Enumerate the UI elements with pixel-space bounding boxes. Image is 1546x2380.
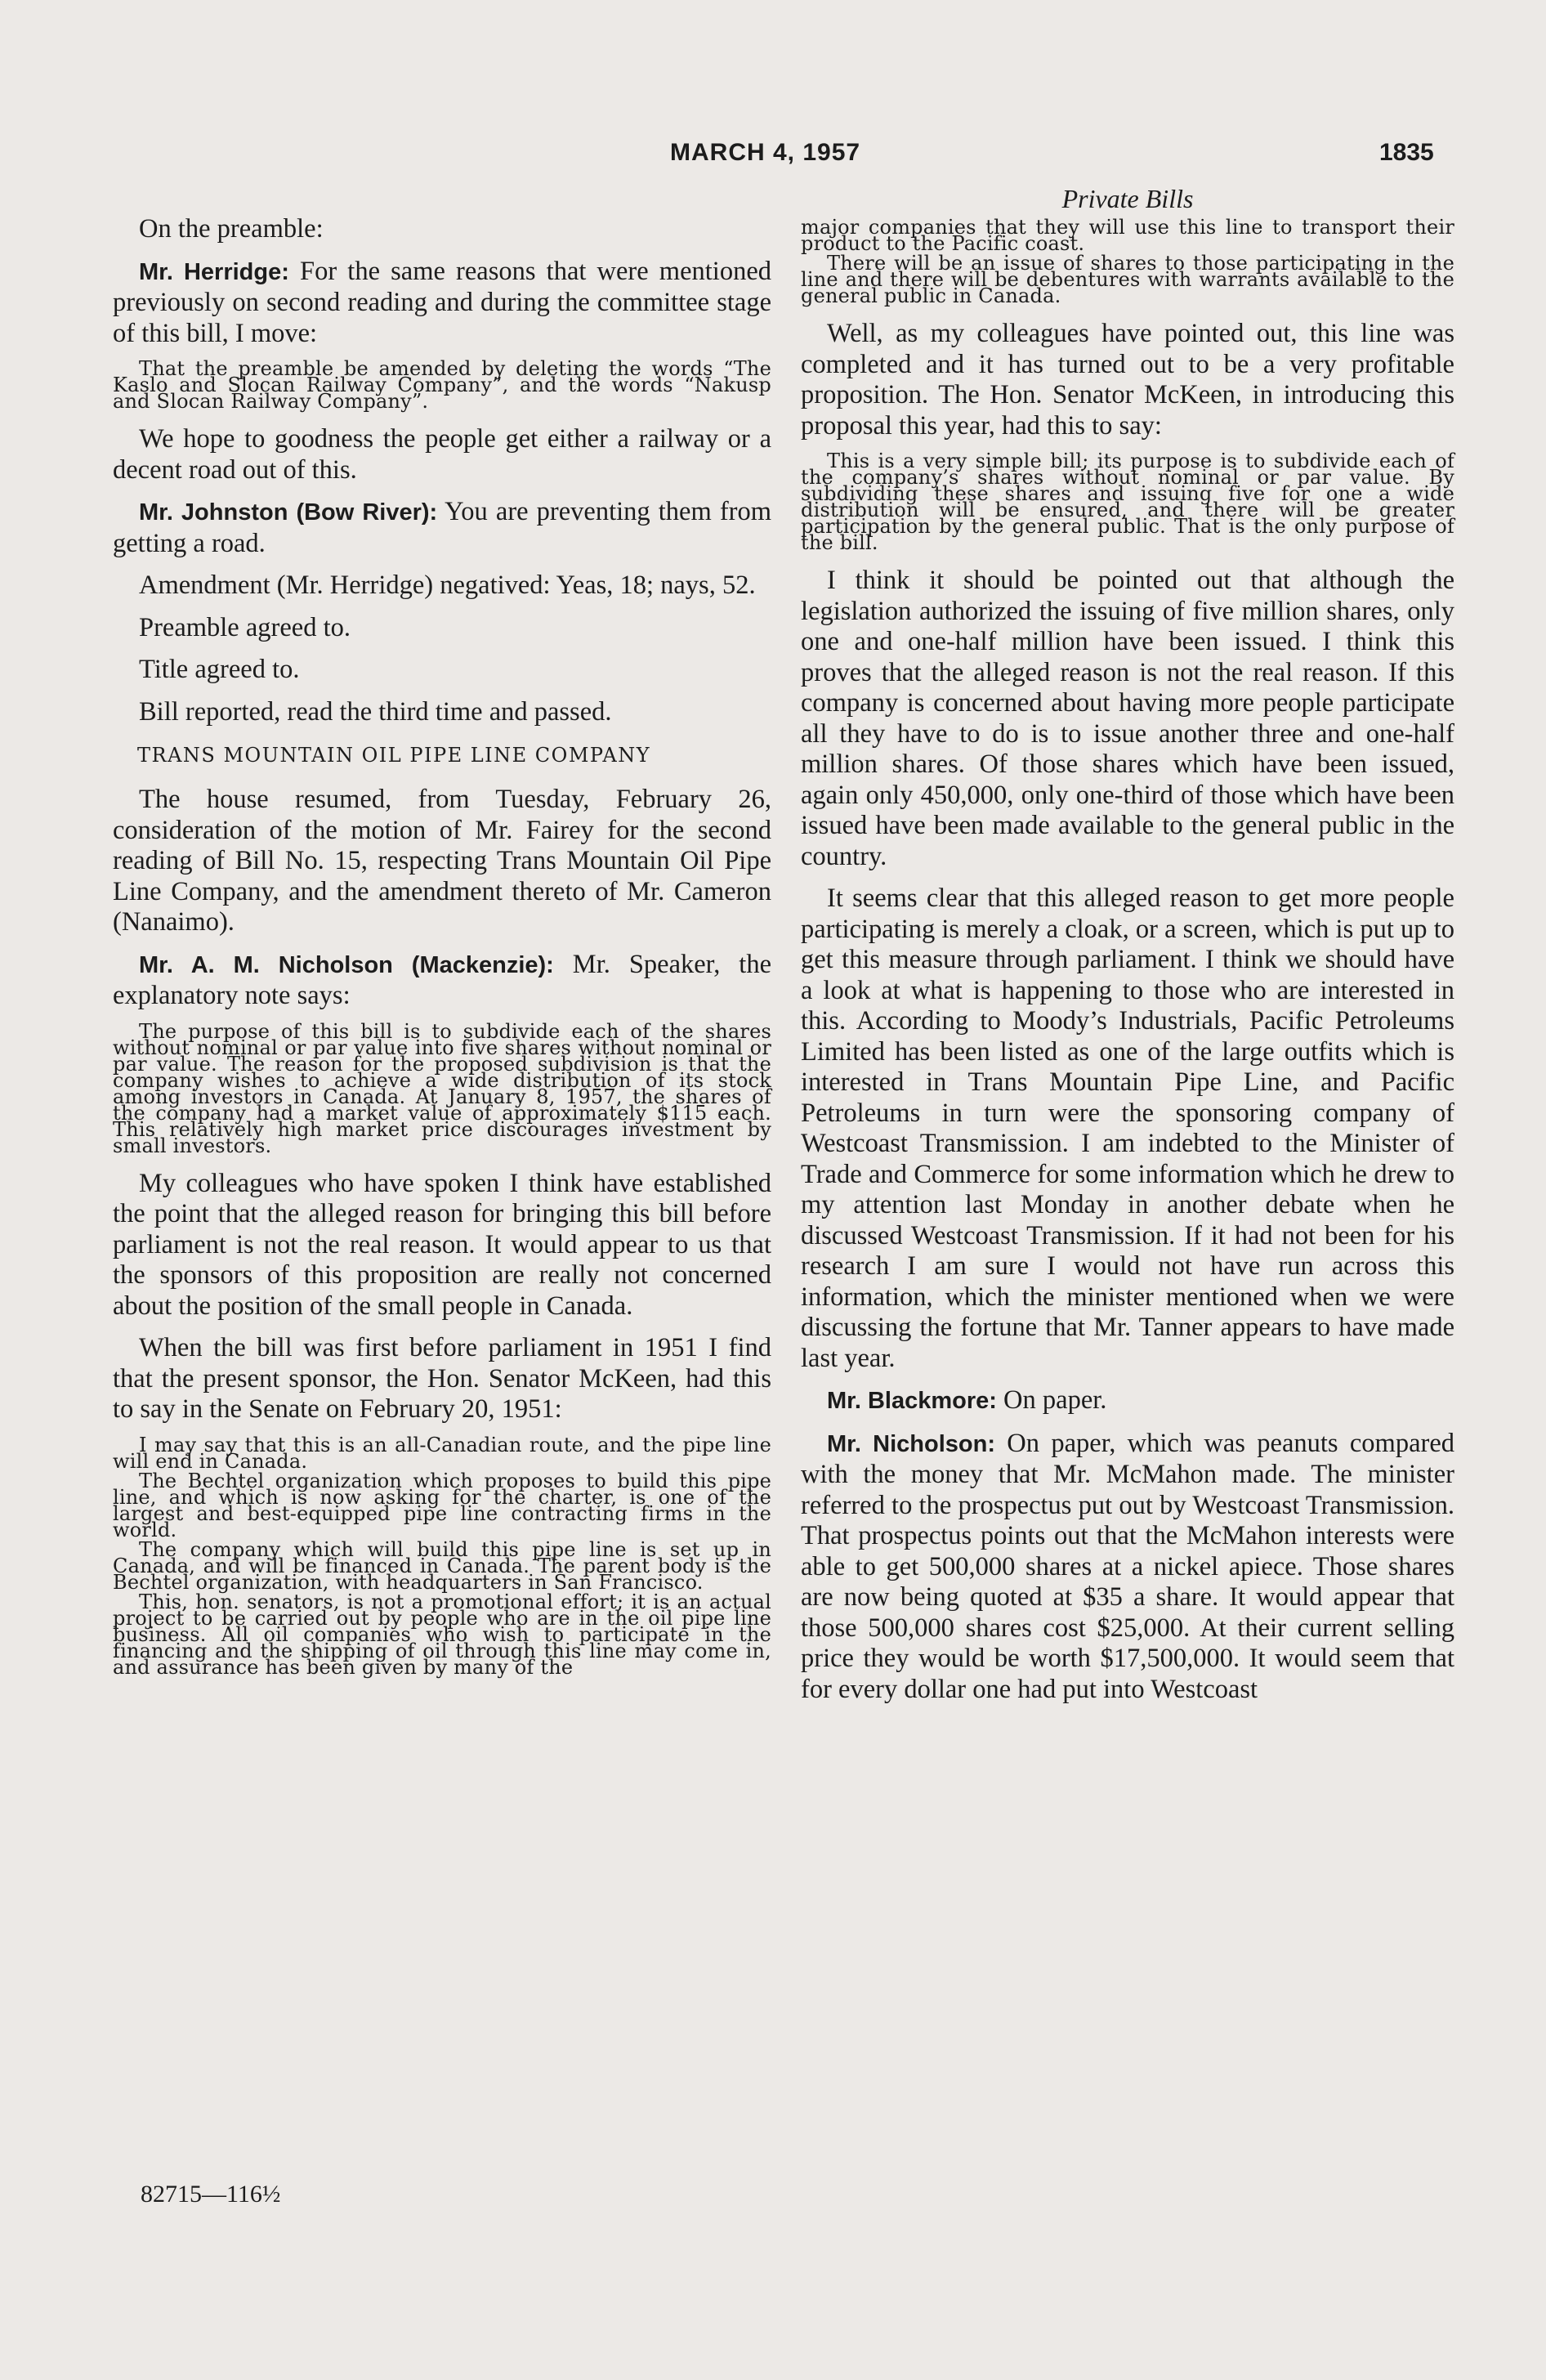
left-column [113, 214, 771, 1690]
paragraph [113, 950, 771, 1012]
paragraph [113, 497, 771, 559]
running-head: Private Bills [1061, 184, 1194, 213]
footnote-code: 82715—116½ [141, 2181, 281, 2208]
paragraph: On the preamble: [139, 214, 324, 244]
quoted-text: major companies that they will use this line to transport their product to the Pacific coast. [801, 216, 1454, 255]
speech-text: You are preventing them from getting a road. [113, 497, 771, 558]
quote-block [801, 216, 1454, 307]
speech-text: On paper, which was peanuts compared with the money that Mr. McMahon made. The minister referred to the prospectus put out by Westcoast Transmission. That prospectus points out that the McMahon interests were able to get 500,000 shares at a nickel apiece. Those shares are now being quoted at $35 a share. It would appear that those 500,000 shares cost $25,000. At their current selling price they would be worth $17,500,000. It would seem that for every dollar one had put into Westcoast [801, 1428, 1454, 1704]
quote-block [113, 1433, 771, 1679]
section-heading: TRANS MOUNTAIN OIL PIPE LINE COMPANY [137, 744, 651, 767]
paragraph: When the bill was first before parliament in 1951 I find that the present sponsor, the Hon. Senator McKeen, had this to say in the Senate on February 20, 1951: [113, 1333, 771, 1424]
quote-block [801, 450, 1454, 554]
speech-text: For the same reasons that were mentioned previously on second reading and during the committee stage of this bill, I move: [113, 256, 771, 348]
speaker-name: Mr. Herridge: [139, 258, 289, 285]
paragraph: My colleagues who have spoken I think have established the point that the alleged reason for bringing this bill before parliament is not the real reason. It would appear to us that the sponsors of this proposition are really not concerned about the position of the small people in Canada. [113, 1168, 771, 1321]
paragraph: It seems clear that this alleged reason to get more people participating is merely a cloak, or a screen, which is put up to get this measure through parliament. I think we should have a look at what is happening to those who are interested in this. According to Moody’s Industrials, Pacific Petroleums Limited has been listed as one of the large outfits which is interested in Trans Mountain Pipe Line, and Pacific Petroleums in turn were the sponsoring company of Westcoast Transmission. I am indebted to the Minister of Trade and Commerce for some information which he drew to my attention last Monday in another debate when he discussed Westcoast Transmission. If it had not been for his research I am sure I would not have run across this information, which the minister mentioned when we were discussing the fortune that Mr. Tanner appears to have made last year. [801, 884, 1454, 1373]
page-header [0, 139, 1546, 180]
paragraph: Title agreed to. [139, 655, 300, 684]
paragraph: We hope to goodness the people get either a railway or a decent road out of this. [113, 424, 771, 485]
paragraph [801, 1385, 1454, 1417]
quoted-text: There will be an issue of shares to those participating in the line and there will be debentures with warrants available to the general public in Canada. [801, 252, 1454, 307]
right-column [801, 184, 1454, 1716]
speech-text: Mr. Speaker, the explanatory note says: [113, 949, 771, 1010]
page-number: 1835 [1379, 139, 1434, 166]
quote-block [113, 357, 771, 413]
speaker-name: Mr. A. M. Nicholson (Mackenzie): [139, 951, 554, 978]
speaker-name: Mr. Blackmore: [827, 1388, 997, 1414]
speaker-name: Mr. Johnston (Bow River): [139, 499, 438, 526]
paragraph [113, 257, 771, 350]
quoted-text: I may say that this is an all-Canadian route, and the pipe line will end in Canada. [113, 1433, 771, 1473]
quoted-text: This, hon. senators, is not a promotional effort; it is an actual project to be carried out by people who are in the oil pipe line business. All oil companies who wish to participate in the financing and the shipping of oil through this line may come in, and assurance has been given by many of the [113, 1590, 771, 1679]
quoted-text: The company which will build this pipe line is set up in Canada, and will be financed in Canada. The parent body is the Bechtel organization, with headquarters in San Francisco. [113, 1537, 771, 1594]
quoted-text: This is a very simple bill; its purpose is to subdivide each of the company’s shares without nominal or par value. By subdividing these shares and issuing five for one a wide distribution will be ensured, and there will be greater participation by the general public. That is the only purpose of the bill. [801, 450, 1454, 554]
paragraph: Bill reported, read the third time and passed. [139, 696, 612, 727]
quoted-text: The Bechtel organization which proposes to build this pipe line, and which is now asking for the charter, is one of the largest and best-equipped pipe line contracting firms in the world. [113, 1469, 771, 1541]
speaker-name: Mr. Nicholson: [827, 1430, 995, 1457]
paragraph: The house resumed, from Tuesday, February 26, consideration of the motion of Mr. Fairey for the second reading of Bill No. 15, respecting Trans Mountain Oil Pipe Line Company, and the amendment thereto of Mr. Cameron (Nanaimo). [113, 785, 771, 937]
paragraph: Well, as my colleagues have pointed out, this line was completed and it has turned out to be a very profitable proposition. The Hon. Senator McKeen, in introducing this proposal this year, had this to say: [801, 319, 1454, 441]
paragraph: Amendment (Mr. Herridge) negatived: Yeas, 18; nays, 52. [139, 570, 756, 600]
page-date: MARCH 4, 1957 [670, 139, 861, 166]
speech-text: On paper. [996, 1385, 1107, 1415]
paragraph [801, 1429, 1454, 1706]
quoted-text: The purpose of this bill is to subdivide each of the shares without nominal or par value into five shares without nominal or par value. The reason for the proposed subdivision is that the company wishes to achieve a wide distribution of its stock among investors in Canada. At January 8, 1957, the shares of the company had a market value of approximately $115 each. This relatively high market price discourages investment by small investors. [113, 1019, 771, 1157]
quoted-text: That the preamble be amended by deleting the words “The Kaslo and Slocan Railway Company”, and the words “Nakusp and Slocan Railway Company”. [113, 357, 771, 413]
quote-block [113, 1019, 771, 1157]
paragraph: Preamble agreed to. [139, 612, 351, 642]
paragraph: I think it should be pointed out that although the legislation authorized the issuing of five million shares, only one and one-half million have been issued. I think this proves that the alleged reason is not the real reason. If this company is concerned about having more people participate all they have to do is to issue another three and one-half million shares. Of those shares which have been issued, again only 450,000, only one-third of those which have been issued have been made available to the general public in the country. [801, 566, 1454, 871]
